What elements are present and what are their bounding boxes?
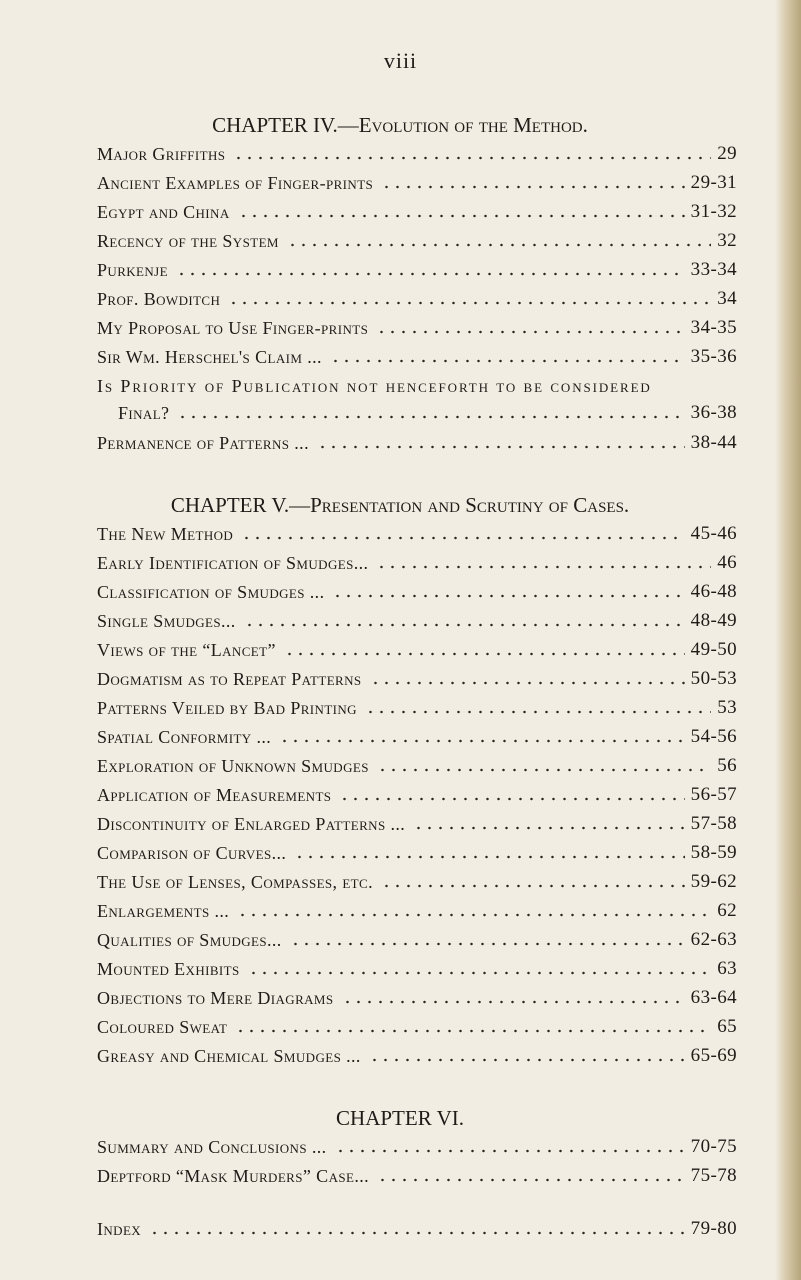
entry-title: Recency of the System xyxy=(97,231,279,251)
dot-leader xyxy=(413,825,684,831)
entry-title: Index xyxy=(97,1219,142,1239)
entry-title: Deptford “Mask Murders” Case... xyxy=(97,1166,370,1186)
entry-pages: 75-78 xyxy=(690,1165,737,1186)
entry-title: Single Smudges... xyxy=(97,611,236,631)
toc-entry xyxy=(97,344,737,368)
dot-leader xyxy=(177,414,684,420)
entry-title: Mounted Exhibits xyxy=(97,959,240,979)
toc-entry xyxy=(97,985,737,1009)
entry-pages: 48-49 xyxy=(690,610,737,631)
entry-pages: 65 xyxy=(717,1016,737,1037)
entry-pages: 32 xyxy=(717,230,737,251)
toc-entry xyxy=(97,753,737,777)
dot-leader xyxy=(376,329,684,335)
toc-entry xyxy=(97,550,737,574)
entry-pages: 35-36 xyxy=(690,346,737,367)
toc-entry xyxy=(97,956,737,980)
dot-leader xyxy=(335,1148,685,1154)
entry-title: Early Identification of Smudges... xyxy=(97,553,369,573)
entry-pages: 62 xyxy=(717,900,737,921)
entry-title: Ancient Examples of Finger-prints xyxy=(97,173,374,193)
dot-leader xyxy=(176,271,685,277)
dot-leader xyxy=(233,155,711,161)
toc-entry xyxy=(97,1163,737,1187)
toc-entry xyxy=(97,724,737,748)
entry-pages: 49-50 xyxy=(690,639,737,660)
toc-entry xyxy=(97,869,737,893)
entry-title: Application of Measurements xyxy=(97,785,332,805)
entry-title: Coloured Sweat xyxy=(97,1017,228,1037)
entry-title: Comparison of Curves... xyxy=(97,843,287,863)
entry-pages: 31-32 xyxy=(690,201,737,222)
dot-leader xyxy=(342,999,685,1005)
toc-entry xyxy=(97,228,737,252)
dot-leader xyxy=(330,358,685,364)
entry-title: Is Priority of Publication not henceforth to be considered xyxy=(97,376,652,396)
entry-pages: 56 xyxy=(717,755,737,776)
entry-title: Classification of Smudges ... xyxy=(97,582,325,602)
entry-title: Dogmatism as to Repeat Patterns xyxy=(97,669,362,689)
dot-leader xyxy=(287,242,711,248)
entry-pages: 62-63 xyxy=(690,929,737,950)
dot-leader xyxy=(238,213,685,219)
dot-leader xyxy=(381,184,685,190)
dot-leader xyxy=(377,767,711,773)
toc-entry xyxy=(97,579,737,603)
entry-pages: 70-75 xyxy=(690,1136,737,1157)
entry-title: Views of the “Lancet” xyxy=(97,640,276,660)
entry-pages: 46-48 xyxy=(690,581,737,602)
toc-entry xyxy=(97,1014,737,1038)
chapter-5-heading: CHAPTER V.—Presentation and Scrutiny of Cases. xyxy=(170,493,630,517)
entry-pages: 50-53 xyxy=(690,668,737,689)
toc-entry xyxy=(97,199,737,223)
toc-entry xyxy=(97,811,737,835)
dot-leader xyxy=(369,1057,685,1063)
toc-entry xyxy=(97,1134,737,1158)
toc-entry xyxy=(97,521,737,545)
dot-leader xyxy=(241,535,684,541)
toc-entry xyxy=(97,666,737,690)
entry-pages: 38-44 xyxy=(690,432,737,453)
entry-pages: 46 xyxy=(717,552,737,573)
entry-title: Greasy and Chemical Smudges ... xyxy=(97,1046,361,1066)
entry-pages: 29-31 xyxy=(690,172,737,193)
dot-leader xyxy=(339,796,684,802)
entry-title: Permanence of Patterns ... xyxy=(97,433,309,453)
toc-entry-index xyxy=(97,1216,737,1240)
dot-leader xyxy=(370,680,685,686)
toc-entry-multiline-second xyxy=(118,400,737,424)
toc-entry xyxy=(97,286,737,310)
entry-title: Prof. Bowditch xyxy=(97,289,221,309)
dot-leader xyxy=(317,444,685,450)
dot-leader xyxy=(149,1230,685,1236)
entry-pages: 63 xyxy=(717,958,737,979)
entry-pages: 53 xyxy=(717,697,737,718)
entry-title: Final? xyxy=(118,403,170,423)
dot-leader xyxy=(377,1177,685,1183)
toc-entry xyxy=(97,315,737,339)
entry-pages: 79-80 xyxy=(690,1218,737,1239)
entry-title: Spatial Conformity ... xyxy=(97,727,272,747)
dot-leader xyxy=(294,854,684,860)
dot-leader xyxy=(332,593,684,599)
entry-title: Qualities of Smudges... xyxy=(97,930,282,950)
page-edge-shading xyxy=(775,0,801,1280)
dot-leader xyxy=(381,883,685,889)
dot-leader xyxy=(248,970,712,976)
dot-leader xyxy=(235,1028,711,1034)
entry-title: Exploration of Unknown Smudges xyxy=(97,756,369,776)
entry-title: Summary and Conclusions ... xyxy=(97,1137,327,1157)
entry-pages: 59-62 xyxy=(690,871,737,892)
entry-pages: 56-57 xyxy=(690,784,737,805)
entry-pages: 57-58 xyxy=(690,813,737,834)
toc-entry xyxy=(97,782,737,806)
toc-entry xyxy=(97,927,737,951)
entry-pages: 65-69 xyxy=(690,1045,737,1066)
dot-leader xyxy=(365,709,711,715)
toc-entry xyxy=(97,608,737,632)
chapter-6-heading: CHAPTER VI. xyxy=(336,1106,464,1130)
entry-pages: 45-46 xyxy=(690,523,737,544)
toc-entry xyxy=(97,141,737,165)
entry-title: Major Griffiths xyxy=(97,144,226,164)
toc-entry xyxy=(97,637,737,661)
entry-title: Egypt and China xyxy=(97,202,230,222)
page-number: viii xyxy=(383,48,418,73)
toc-entry xyxy=(97,898,737,922)
dot-leader xyxy=(228,300,711,306)
entry-pages: 34 xyxy=(717,288,737,309)
dot-leader xyxy=(376,564,711,570)
entry-pages: 34-35 xyxy=(690,317,737,338)
toc-entry xyxy=(97,170,737,194)
toc-entry xyxy=(97,257,737,281)
entry-pages: 58-59 xyxy=(690,842,737,863)
toc-entry xyxy=(97,695,737,719)
toc-entry-multiline-first xyxy=(97,373,737,397)
dot-leader xyxy=(290,941,685,947)
dot-leader xyxy=(237,912,711,918)
toc-entry xyxy=(97,1043,737,1067)
entry-title: The Use of Lenses, Compasses, etc. xyxy=(97,872,373,892)
entry-title: Purkenje xyxy=(97,260,168,280)
entry-pages: 29 xyxy=(717,143,737,164)
dot-leader xyxy=(284,651,685,657)
entry-pages: 54-56 xyxy=(690,726,737,747)
entry-pages: 63-64 xyxy=(690,987,737,1008)
entry-pages: 36-38 xyxy=(690,402,737,423)
entry-title: Enlargements ... xyxy=(97,901,230,921)
toc-entry xyxy=(97,840,737,864)
entry-title: Patterns Veiled by Bad Printing xyxy=(97,698,357,718)
entry-title: Discontinuity of Enlarged Patterns ... xyxy=(97,814,406,834)
entry-pages: 33-34 xyxy=(690,259,737,280)
dot-leader xyxy=(244,622,685,628)
dot-leader xyxy=(279,738,684,744)
toc-entry xyxy=(97,430,737,454)
entry-title: Objections to Mere Diagrams xyxy=(97,988,334,1008)
chapter-4-heading: CHAPTER IV.—Evolution of the Method. xyxy=(212,113,588,137)
entry-title: The New Method xyxy=(97,524,234,544)
entry-title: Sir Wm. Herschel's Claim ... xyxy=(97,347,322,367)
entry-title: My Proposal to Use Finger-prints xyxy=(97,318,369,338)
